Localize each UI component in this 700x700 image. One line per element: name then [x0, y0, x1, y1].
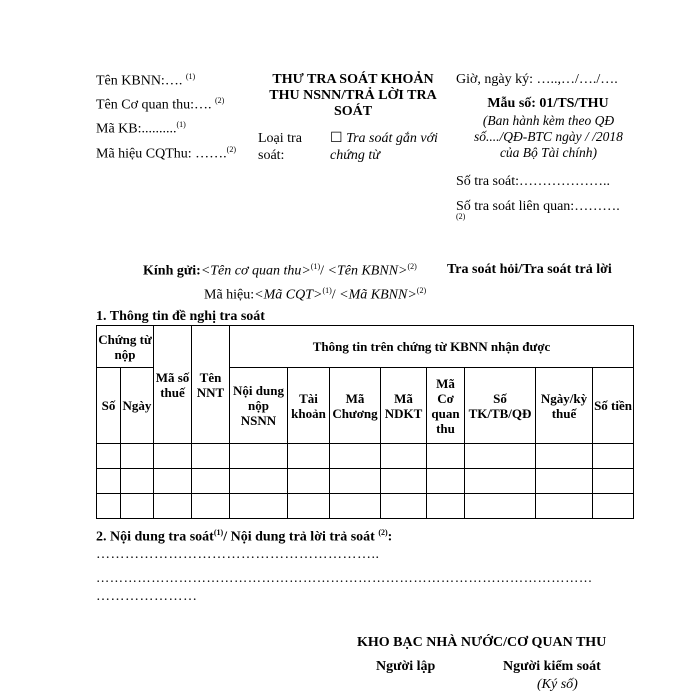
- table-cell[interactable]: [465, 444, 536, 469]
- section-2-title: [96, 528, 392, 546]
- table-cell[interactable]: [154, 444, 192, 469]
- note-marker: (2): [407, 262, 417, 271]
- table-cell[interactable]: [427, 469, 465, 494]
- note-marker: (1): [310, 262, 321, 271]
- tra-soat-table: [96, 325, 634, 519]
- header-chung-tu-nop: Chứng từ nộp: [97, 326, 154, 368]
- section-2-title-c: :: [387, 529, 393, 545]
- header-ten-nnt: Tên NNT: [192, 326, 230, 444]
- option-label: chứng từ: [330, 148, 380, 163]
- ma-hieu-cqthu-label: Mã hiệu CQThu: …….: [96, 146, 227, 162]
- table-cell[interactable]: [288, 469, 330, 494]
- title-line: THƯ TRA SOÁT KHOẢN: [272, 72, 434, 87]
- recipient-2: <Tên KBNN>: [327, 263, 408, 279]
- kinh-gui-line: [143, 262, 417, 280]
- tra-soat-type: Tra soát hỏi/Tra soát trả lời: [447, 262, 612, 277]
- table-cell[interactable]: [536, 444, 593, 469]
- ma-kbnn: <Mã KBNN>: [339, 287, 417, 303]
- section-2-title-b: / Nội dung trả lời trả soát: [223, 529, 379, 545]
- header-thong-tin: Thông tin trên chứng từ KBNN nhận được: [230, 326, 634, 368]
- table-cell[interactable]: [536, 469, 593, 494]
- ban-hanh-line: (Ban hành kèm theo QĐ: [482, 113, 615, 128]
- separator: /: [320, 263, 328, 279]
- table-cell[interactable]: [97, 469, 121, 494]
- gio-ngay-ky: Giờ, ngày ký: …..,…/…./….: [456, 72, 618, 87]
- ma-hieu-line: [204, 286, 426, 304]
- header-noi-dung-nop: Nội dung nộp NSNN: [230, 368, 288, 444]
- table-cell[interactable]: [536, 494, 593, 519]
- section-2-title-a: 2. Nội dung tra soát: [96, 529, 214, 545]
- ma-hieu-label: Mã hiệu:: [204, 287, 255, 303]
- kinh-gui-label: Kính gửi:: [143, 263, 201, 279]
- noi-dung-input-line-1[interactable]: …………………………………………………..: [96, 547, 380, 562]
- note-marker: (2): [378, 528, 388, 537]
- ten-cq-thu-label: Tên Cơ quan thu:….: [96, 97, 212, 113]
- note-marker: (2): [456, 212, 466, 221]
- table-row: [97, 494, 634, 519]
- noi-dung-input-line-3[interactable]: …………………: [96, 589, 198, 604]
- table-cell[interactable]: [330, 469, 381, 494]
- table-cell[interactable]: [230, 494, 288, 519]
- ma-cqt: <Mã CQT>: [254, 287, 323, 303]
- table-cell[interactable]: [593, 469, 634, 494]
- table-cell[interactable]: [288, 494, 330, 519]
- header-ma-chuong: Mã Chương: [330, 368, 381, 444]
- title-line: SOÁT: [333, 104, 373, 119]
- so-tra-soat-lien-quan: Số tra soát liên quan:……….: [456, 199, 620, 214]
- note-marker: (2): [416, 286, 427, 295]
- document-title: [258, 72, 448, 120]
- ma-kb-field: [96, 120, 186, 138]
- table-cell[interactable]: [427, 444, 465, 469]
- table-cell[interactable]: [330, 444, 381, 469]
- note-marker: (2): [215, 96, 225, 105]
- table-cell[interactable]: [121, 469, 154, 494]
- table-cell[interactable]: [381, 444, 427, 469]
- checkbox-icon[interactable]: ☐: [330, 131, 343, 146]
- table-cell[interactable]: [330, 494, 381, 519]
- header-tai-khoan: Tài khoản: [288, 368, 330, 444]
- mau-so: Mẫu số: 01/TS/THU: [487, 96, 609, 111]
- title-line: THU NSNN/TRẢ LỜI TRA: [269, 88, 437, 103]
- table-cell[interactable]: [593, 494, 634, 519]
- header-ngay-ky-thue: Ngày/kỳ thuế: [536, 368, 593, 444]
- note-marker: (1): [322, 286, 332, 295]
- nguoi-lap: Người lập: [376, 659, 436, 674]
- note-marker: (1): [213, 528, 224, 537]
- table-row: [97, 444, 634, 469]
- separator: /: [331, 287, 340, 303]
- header-ngay: Ngày: [121, 368, 154, 444]
- table-cell[interactable]: [121, 444, 154, 469]
- footer-org: KHO BẠC NHÀ NƯỚC/CƠ QUAN THU: [357, 635, 607, 650]
- table-cell[interactable]: [593, 444, 634, 469]
- nguoi-kiem-soat: Người kiểm soát: [503, 659, 601, 674]
- ma-hieu-cqthu-field: [96, 145, 236, 163]
- ten-cq-thu-field: [96, 96, 224, 114]
- note-marker: (2): [226, 145, 236, 154]
- note-marker: (1): [176, 120, 186, 129]
- table-cell[interactable]: [192, 469, 230, 494]
- header-ma-ndkt: Mã NDKT: [381, 368, 427, 444]
- table-cell[interactable]: [154, 469, 192, 494]
- header-so-tk: Số TK/TB/QĐ: [465, 368, 536, 444]
- table-cell[interactable]: [154, 494, 192, 519]
- ban-hanh-note: [456, 113, 641, 161]
- table-cell[interactable]: [465, 494, 536, 519]
- table-cell[interactable]: [427, 494, 465, 519]
- ky-so: (Ký số): [537, 677, 578, 692]
- noi-dung-input-line-2[interactable]: ………………………………………………………………………………………………: [96, 570, 593, 585]
- so-tra-soat: Số tra soát:………………..: [456, 174, 610, 189]
- table-cell[interactable]: [288, 444, 330, 469]
- table-cell[interactable]: [97, 444, 121, 469]
- table-cell[interactable]: [230, 444, 288, 469]
- ban-hanh-line: của Bộ Tài chính): [499, 145, 598, 160]
- header-ma-cq-thu: Mã Cơ quan thu: [427, 368, 465, 444]
- table-cell[interactable]: [381, 494, 427, 519]
- table-cell[interactable]: [121, 494, 154, 519]
- header-ma-so-thue: Mã số thuế: [154, 326, 192, 444]
- table-cell[interactable]: [97, 494, 121, 519]
- table-cell[interactable]: [230, 469, 288, 494]
- loai-tra-soat-label: [258, 130, 302, 164]
- recipient-1: <Tên cơ quan thu>: [200, 263, 311, 279]
- section-1-title: 1. Thông tin đề nghị tra soát: [96, 309, 265, 324]
- header-so-tien: Số tiền: [593, 368, 634, 444]
- option-label: Tra soát gắn với: [346, 131, 438, 146]
- label-line: soát:: [258, 148, 285, 163]
- label-line: Loại tra: [258, 131, 302, 146]
- ban-hanh-line: số..../QĐ-BTC ngày / /2018: [474, 129, 623, 144]
- note-marker: (1): [185, 72, 196, 81]
- table-cell[interactable]: [381, 469, 427, 494]
- table-row: [97, 469, 634, 494]
- ten-kbnn-label: Tên KBNN:….: [96, 73, 183, 89]
- header-so: Số: [97, 368, 121, 444]
- table-cell[interactable]: [192, 494, 230, 519]
- ten-kbnn-field: [96, 72, 195, 90]
- ma-kb-label: Mã KB:..........: [96, 121, 177, 137]
- loai-tra-soat-option[interactable]: [330, 130, 438, 164]
- table-cell[interactable]: [465, 469, 536, 494]
- table-cell[interactable]: [192, 444, 230, 469]
